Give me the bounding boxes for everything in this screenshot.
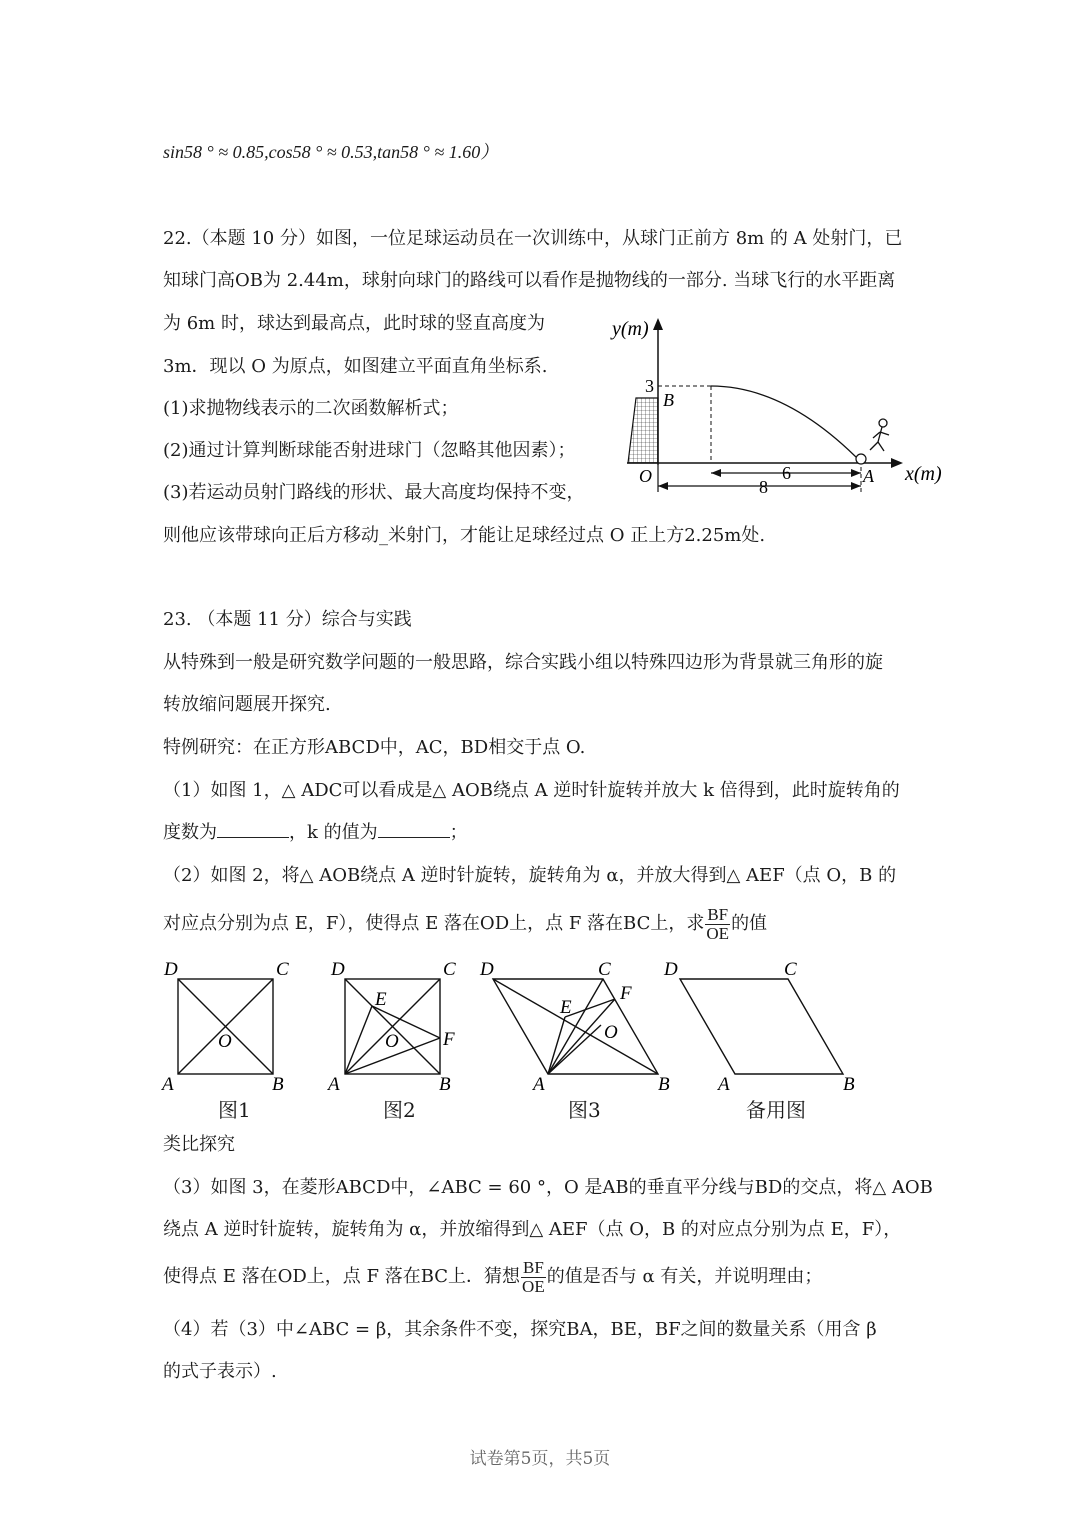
y-axis-arrow (653, 318, 663, 330)
point-label-B: B (658, 1074, 670, 1095)
q22-part2: (2)通过计算判断球能否射进球门（忽略其他因素）； (163, 440, 576, 461)
point-label-O: O (218, 1031, 232, 1052)
caption-figure-3: 图3 (568, 1098, 601, 1122)
point-label-D: D (664, 959, 678, 980)
q22-line4: 3m．现以 O 为原点，如图建立平面直角坐标系. (163, 356, 548, 377)
y-axis-label: y(m) (612, 318, 649, 340)
q23-p1b (163, 818, 468, 848)
page-footer: 试卷第5页，共5页 (469, 1449, 611, 1469)
fraction-denominator-2: OE (522, 1276, 545, 1296)
ball (856, 454, 866, 464)
point-label-O: O (604, 1022, 618, 1043)
parabola-curve (711, 386, 861, 462)
q23-line3: 转放缩问题展开探究. (163, 694, 331, 715)
point-label-A: A (162, 1074, 174, 1095)
q22-part3: (3)若运动员射门路线的形状、最大高度均保持不变， (163, 482, 585, 503)
q23-line2: 从特殊到一般是研究数学问题的一般思路，综合实践小组以特殊四边形为背景就三角形的旋 (163, 652, 883, 673)
p3c-suffix: 的值是否与 α 有关，并说明理由； (546, 1266, 823, 1287)
fraction-numerator-2: BF (522, 1257, 544, 1277)
caption-figure-2: 图2 (383, 1098, 416, 1122)
answer-blank-angle[interactable] (217, 819, 289, 838)
point-label-C: C (598, 959, 611, 980)
label-B: B (663, 390, 674, 410)
point-label-B: B (272, 1074, 284, 1095)
q23-p4b: 的式子表示）. (163, 1361, 277, 1382)
point-label-D: D (331, 959, 345, 980)
fraction-numerator: BF (707, 904, 729, 924)
q23-p3b: 绕点 A 逆时针旋转，旋转角为 α，并放缩得到△ AEF（点 O，B 的对应点分别为点 E，F）， (163, 1219, 902, 1240)
fraction-denominator: OE (706, 923, 730, 943)
q22-line1: 22.（本题 10 分）如图，一位足球运动员在一次训练中，从球门正前方 8m 的 A 处射门，已 (163, 228, 903, 249)
q23-p2b (163, 903, 767, 945)
point-label-A: A (328, 1074, 340, 1095)
label-O: O (639, 466, 652, 486)
p2b-prefix: 对应点分别为点 E，F），使得点 E 落在OD上，点 F 落在BC上，求 (163, 913, 705, 934)
q23-p1a: （1）如图 1，△ ADC可以看成是△ AOB绕点 A 逆时针旋转并放大 k 倍得到，此时旋转角的 (163, 780, 900, 801)
point-label-F: F (620, 983, 632, 1004)
q22-line2: 知球门高OB为 2.44m，球射向球门的路线可以看作是抛物线的一部分. 当球飞行的水平距离 (163, 270, 896, 291)
point-label-C: C (443, 959, 456, 980)
point-label-O: O (385, 1031, 399, 1052)
p1b-end: ； (449, 822, 468, 843)
q22-line3: 为 6m 时，球达到最高点，此时球的竖直高度为 (163, 313, 545, 334)
q23-line1: 23. （本题 11 分）综合与实践 (163, 609, 412, 630)
point-label-C: C (276, 959, 289, 980)
q22-part1: (1)求抛物线表示的二次函数解析式； (163, 398, 459, 419)
figure-2-square (325, 955, 465, 1095)
figure-1-square (160, 955, 300, 1095)
p1b-middle: ，k 的值为 (289, 822, 378, 843)
q22-coordinate-figure (605, 310, 955, 505)
q23-p3a: （3）如图 3，在菱形ABCD中，∠ABC = 60 °，O 是AB的垂直平分线与BD的交点，将△ AOB (163, 1177, 933, 1198)
figure-3-rhombus (478, 955, 678, 1095)
q23-line4: 特例研究：在正方形ABCD中，AC，BD相交于点 O. (163, 737, 586, 758)
point-label-B: B (439, 1074, 451, 1095)
p1b-prefix: 度数为 (163, 822, 217, 843)
point-label-F: F (443, 1029, 455, 1050)
point-label-A: A (718, 1074, 730, 1095)
point-label-C: C (784, 959, 797, 980)
point-label-E: E (375, 989, 387, 1010)
caption-backup-figure: 备用图 (746, 1098, 806, 1122)
answer-blank-k[interactable] (378, 819, 450, 838)
p3c-prefix: 使得点 E 落在OD上，点 F 落在BC上．猜想 (163, 1266, 521, 1287)
fraction-bf-oe (704, 906, 731, 943)
goal-net (628, 398, 658, 463)
q22-part3b: 则他应该带球向正后方移动_米射门，才能让足球经过点 O 正上方2.25m处. (163, 525, 766, 546)
q23-p3c (163, 1256, 822, 1298)
point-label-A: A (533, 1074, 545, 1095)
fraction-bf-oe-2 (520, 1259, 547, 1296)
point-label-B: B (843, 1074, 855, 1095)
label-3: 3 (645, 376, 654, 396)
formula-line: sin58 ° ≈ 0.85,cos58 ° ≈ 0.53,tan58 ° ≈ 1.60） (163, 142, 499, 162)
label-A: A (863, 466, 874, 486)
player-figure (870, 419, 889, 451)
point-label-D: D (480, 959, 494, 980)
x-axis-arrow (891, 458, 903, 468)
analogy-title: 类比探究 (163, 1134, 235, 1155)
p2b-suffix: 的值 (731, 913, 768, 934)
caption-figure-1: 图1 (218, 1098, 251, 1122)
label-6: 6 (782, 463, 791, 483)
point-label-E: E (560, 997, 572, 1018)
backup-figure-rhombus (660, 955, 870, 1095)
label-8: 8 (759, 477, 768, 497)
point-label-D: D (164, 959, 178, 980)
q23-p4a: （4）若（3）中∠ABC = β，其余条件不变，探究BA，BE，BF之间的数量关系（用含 β (163, 1319, 877, 1340)
x-axis-label: x(m) (905, 463, 942, 485)
q23-p2a: （2）如图 2，将△ AOB绕点 A 逆时针旋转，旋转角为 α，并放大得到△ AEF（点 O，B 的 (163, 865, 897, 886)
